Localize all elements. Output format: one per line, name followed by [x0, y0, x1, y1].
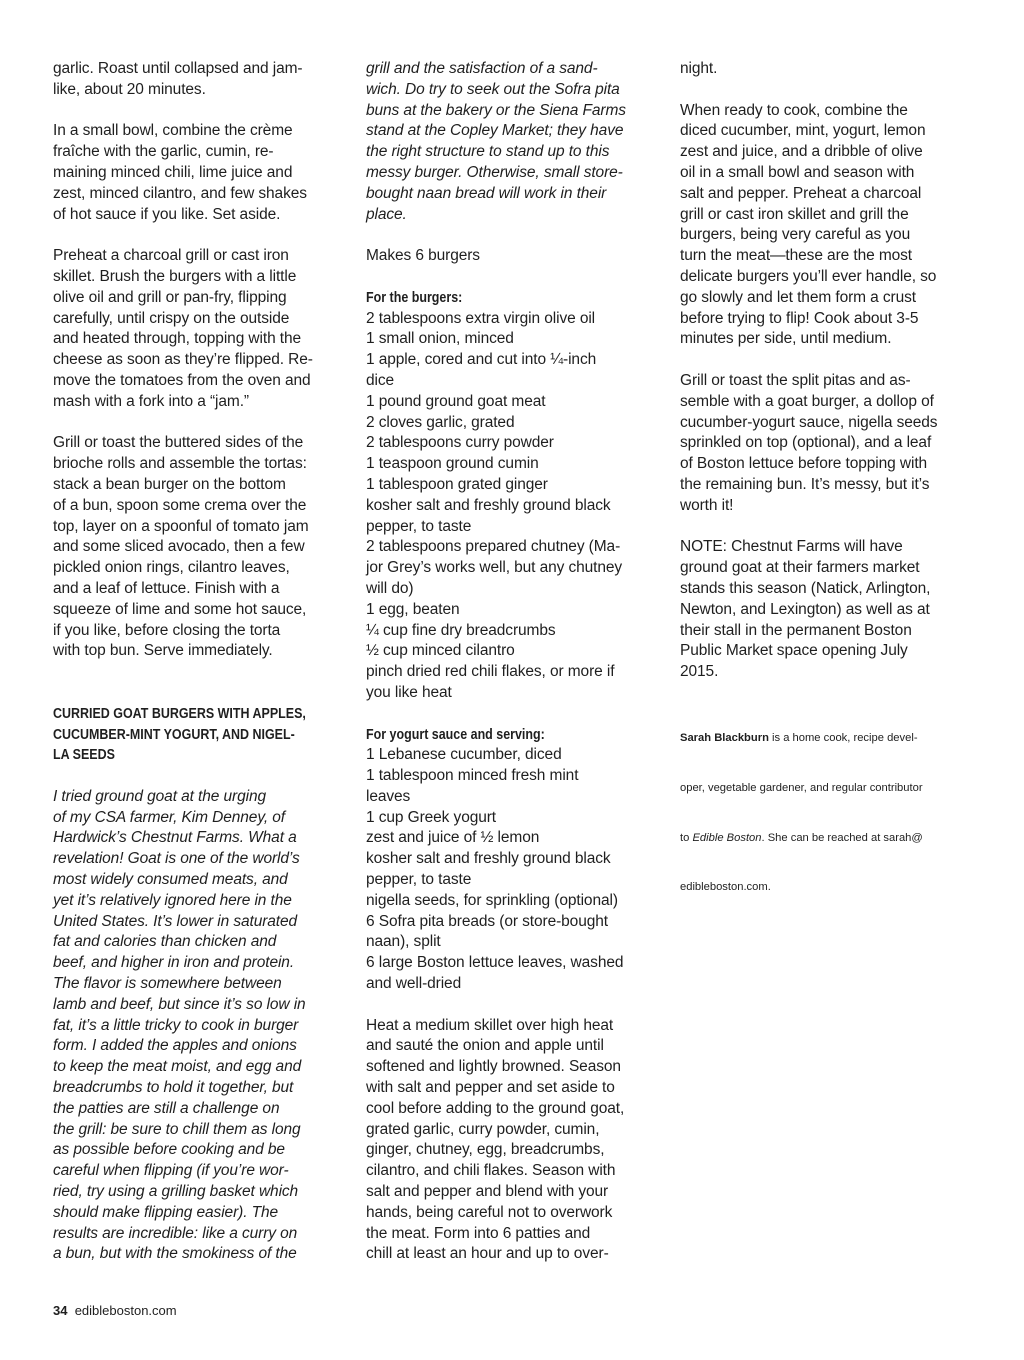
text-line: zest, minced cilantro, and few shakes: [53, 184, 307, 202]
text-line: the right structure to stand up to this: [366, 143, 610, 161]
ingredient-line: will do): [366, 579, 414, 597]
text-line: ginger, chutney, egg, breadcrumbs,: [366, 1141, 605, 1159]
ingredient-list: [366, 745, 658, 995]
text-line: cilantro, and chili flakes. Season with: [366, 1162, 616, 1180]
text-line: olive oil and grill or pan-fry, flipping: [53, 288, 287, 306]
text-line: buns at the bakery or the Siena Farms: [366, 101, 626, 119]
text-line: place.: [366, 205, 407, 223]
text-line: pickled onion rings, cilantro leaves,: [53, 559, 290, 577]
text-line: turn the meat—these are the most: [680, 247, 913, 265]
ingredient-line: 1 Lebanese cucumber, diced: [366, 746, 562, 764]
text-line: NOTE: Chestnut Farms will have: [680, 538, 903, 556]
text-line: of hot sauce if you like. Set aside.: [53, 205, 281, 223]
text-line: Public Market space opening July: [680, 642, 908, 660]
author-bio: [680, 697, 972, 929]
paragraph: [53, 433, 343, 662]
bio-text: to: [680, 831, 693, 844]
text-line: cheese as soon as they’re flipped. Re-: [53, 351, 313, 369]
paragraph: [680, 101, 972, 351]
column-1: [53, 59, 343, 1265]
author-name: Sarah Blackburn: [680, 732, 769, 745]
recipe-title: [53, 704, 343, 766]
method-paragraph: [366, 1016, 658, 1266]
text-line: Hardwick’s Chestnut Farms. What a: [53, 829, 297, 847]
page-footer: [53, 1303, 177, 1318]
text-line: cucumber-yogurt sauce, nigella seeds: [680, 413, 938, 431]
ingredient-line: 1 pound ground goat meat: [366, 392, 546, 410]
text-line: lamb and beef, but since it’s so low in: [53, 995, 306, 1013]
text-line: softened and lightly browned. Season: [366, 1058, 621, 1076]
text-line: of my CSA farmer, Kim Denney, of: [53, 808, 285, 826]
paragraph: [680, 371, 972, 517]
ingredient-line: 1 tablespoon minced fresh mint: [366, 767, 579, 785]
ingredient-list: [366, 309, 658, 704]
text-line: bought naan bread will work in their: [366, 184, 607, 202]
text-line: Grill or toast the split pitas and as-: [680, 371, 911, 389]
text-line: go slowly and let them form a crust: [680, 288, 916, 306]
ingredient-line: ¼ cup fine dry breadcrumbs: [366, 621, 556, 639]
text-line: and heated through, topping with the: [53, 330, 302, 348]
ingredient-line: ½ cup minced cilantro: [366, 642, 515, 660]
text-line: their stall in the permanent Boston: [680, 621, 912, 639]
text-line: with salt and pepper and set aside to: [366, 1079, 615, 1097]
text-line: before trying to flip! Cook about 3-5: [680, 309, 919, 327]
ingredient-line: nigella seeds, for sprinkling (optional): [366, 891, 618, 909]
text-line: stand at the Copley Market; they have: [366, 122, 624, 140]
text-line: fat, it’s a little tricky to cook in burger: [53, 1016, 299, 1034]
ingredient-line: 2 cloves garlic, grated: [366, 413, 515, 431]
ingredient-line: 1 egg, beaten: [366, 600, 460, 618]
text-line: United States. It’s lower in saturated: [53, 912, 298, 930]
ingredient-line: 2 tablespoons prepared chutney (Ma-: [366, 538, 621, 556]
ingredient-line: leaves: [366, 787, 411, 805]
publication-name: Edible Boston: [692, 831, 762, 844]
text-line: move the tomatoes from the oven and: [53, 371, 311, 389]
ingredients-heading: For the burgers:: [366, 289, 463, 306]
bio-line: [680, 730, 972, 747]
ingredient-line: 1 apple, cored and cut into ¼-inch: [366, 351, 597, 369]
text-line: 2015.: [680, 663, 719, 681]
ingredient-line: zest and juice of ½ lemon: [366, 829, 540, 847]
text-line: Heat a medium skillet over high heat: [366, 1016, 614, 1034]
recipe-intro: [53, 787, 343, 1265]
text-line: breadcrumbs to hold it together, but: [53, 1079, 294, 1097]
ingredient-line: pinch dried red chili flakes, or more if: [366, 663, 615, 681]
ingredient-line: 1 cup Greek yogurt: [366, 808, 497, 826]
text-line: and some sliced avocado, then a few: [53, 538, 305, 556]
ingredient-line: pepper, to taste: [366, 517, 472, 535]
text-line: chill at least an hour and up to over-: [366, 1245, 609, 1263]
paragraph: [53, 121, 343, 225]
text-line: results are incredible: like a curry on: [53, 1224, 298, 1242]
text-line: squeeze of lime and some hot sauce,: [53, 600, 307, 618]
text-line: like, about 20 minutes.: [53, 80, 206, 98]
text-line: form. I added the apples and onions: [53, 1037, 297, 1055]
title-line: CUCUMBER-MINT YOGURT, AND NIGEL-: [53, 726, 295, 743]
footer-site: edibleboston.com: [74, 1303, 177, 1318]
page-number: 34: [53, 1303, 68, 1318]
ingredient-line: 2 tablespoons extra virgin olive oil: [366, 309, 596, 327]
ingredient-line: and well-dried: [366, 975, 462, 993]
text-line: grated garlic, curry powder, cumin,: [366, 1120, 600, 1138]
paragraph: [53, 59, 343, 101]
ingredient-line: 2 tablespoons curry powder: [366, 434, 554, 452]
text-line: of a bun, spoon some crema over the: [53, 496, 307, 514]
text-line: delicate burgers you’ll ever handle, so: [680, 267, 937, 285]
recipe-intro-continued: [366, 59, 658, 225]
ingredients-heading: For yogurt sauce and serving:: [366, 726, 545, 743]
text-line: wich. Do try to seek out the Sofra pita: [366, 80, 620, 98]
text-line: the patties are still a challenge on: [53, 1099, 280, 1117]
text-line: maining minced chili, lime juice and: [53, 163, 293, 181]
text-line: night.: [680, 60, 718, 77]
text-line: Preheat a charcoal grill or cast iron: [53, 247, 289, 265]
text-line: top, layer on a spoonful of tomato jam: [53, 517, 309, 535]
text-line: yet it’s relatively ignored here in the: [53, 891, 292, 909]
ingredient-line: 6 large Boston lettuce leaves, washed: [366, 954, 624, 972]
text-line: beef, and higher in iron and protein.: [53, 954, 295, 972]
note-paragraph: [680, 537, 972, 683]
text-line: semble with a goat burger, a dollop of: [680, 392, 934, 410]
ingredient-line: 6 Sofra pita breads (or store-bought: [366, 912, 608, 930]
text-line: diced cucumber, mint, yogurt, lemon: [680, 122, 926, 140]
text-line: stack a bean burger on the bottom: [53, 475, 286, 493]
recipe-yield: Makes 6 burgers: [366, 247, 480, 265]
text-line: fat and calories than chicken and: [53, 933, 277, 951]
text-line: ground goat at their farmers market: [680, 559, 920, 577]
ingredient-line: 1 tablespoon grated ginger: [366, 475, 548, 493]
text-line: cool before adding to the ground goat,: [366, 1099, 625, 1117]
text-line: oil in a small bowl and season with: [680, 163, 915, 181]
paragraph: [680, 59, 972, 80]
text-line: Grill or toast the buttered sides of the: [53, 434, 304, 452]
bio-line: [680, 830, 972, 847]
bio-text: is a home cook, recipe devel-: [768, 732, 918, 745]
paragraph: [53, 246, 343, 412]
text-line: sprinkled on top (optional), and a leaf: [680, 434, 932, 452]
text-line: ried, try using a grilling basket which: [53, 1183, 299, 1201]
ingredient-line: you like heat: [366, 683, 452, 701]
text-line: the remaining bun. It’s messy, but it’s: [680, 475, 930, 493]
text-line: the meat. Form into 6 patties and: [366, 1224, 591, 1242]
text-line: When ready to cook, combine the: [680, 101, 908, 119]
bio-line: edibleboston.com.: [680, 881, 771, 894]
text-line: should make flipping easier). The: [53, 1203, 279, 1221]
text-line: with top bun. Serve immediately.: [53, 642, 273, 660]
text-line: grill or cast iron skillet and grill the: [680, 205, 909, 223]
ingredient-line: jor Grey’s works well, but any chutney: [366, 559, 623, 577]
column-3: [680, 59, 972, 929]
ingredient-line: 1 teaspoon ground cumin: [366, 455, 539, 473]
text-line: carefully, until crispy on the outside: [53, 309, 290, 327]
text-line: a bun, but with the smokiness of the: [53, 1245, 297, 1263]
text-line: fraîche with the garlic, cumin, re-: [53, 143, 274, 161]
text-line: to keep the meat moist, and egg and: [53, 1058, 302, 1076]
text-line: skillet. Brush the burgers with a little: [53, 267, 297, 285]
ingredient-line: 1 small onion, minced: [366, 330, 514, 348]
ingredient-line: kosher salt and freshly ground black: [366, 496, 611, 514]
text-line: careful when flipping (if you’re wor-: [53, 1162, 289, 1180]
text-line: most widely consumed meats, and: [53, 871, 288, 889]
text-line: In a small bowl, combine the crème: [53, 122, 293, 140]
text-line: garlic. Roast until collapsed and jam-: [53, 60, 303, 77]
text-line: the grill: be sure to chill them as long: [53, 1120, 301, 1138]
ingredient-line: dice: [366, 371, 395, 389]
text-line: hands, being careful not to overwork: [366, 1203, 613, 1221]
text-line: I tried ground goat at the urging: [53, 787, 266, 805]
text-line: of Boston lettuce before topping with: [680, 455, 928, 473]
text-line: mash with a fork into a “jam.”: [53, 392, 249, 410]
text-line: zest and juice, and a dribble of olive: [680, 143, 923, 161]
text-line: worth it!: [680, 496, 734, 514]
text-line: revelation! Goat is one of the world’s: [53, 850, 300, 868]
text-line: burgers, being very careful as you: [680, 226, 911, 244]
title-line: CURRIED GOAT BURGERS WITH APPLES,: [53, 705, 306, 722]
text-line: brioche rolls and assemble the tortas:: [53, 455, 307, 473]
text-line: if you like, before closing the torta: [53, 621, 281, 639]
ingredient-line: naan), split: [366, 933, 441, 951]
ingredient-line: pepper, to taste: [366, 871, 472, 889]
text-line: and a leaf of lettuce. Finish with a: [53, 579, 280, 597]
text-line: salt and pepper and blend with your: [366, 1183, 609, 1201]
text-line: and sauté the onion and apple until: [366, 1037, 604, 1055]
text-line: salt and pepper. Preheat a charcoal: [680, 184, 922, 202]
bio-text: . She can be reached at sarah@: [761, 831, 923, 844]
text-line: The flavor is somewhere between: [53, 975, 282, 993]
text-line: as possible before cooking and be: [53, 1141, 285, 1159]
text-line: stands this season (Natick, Arlington,: [680, 579, 931, 597]
text-line: minutes per side, until medium.: [680, 330, 892, 348]
text-line: grill and the satisfaction of a sand-: [366, 60, 598, 77]
title-line: LA SEEDS: [53, 747, 115, 764]
text-line: Newton, and Lexington) as well as at: [680, 600, 930, 618]
column-2: [366, 59, 658, 1265]
bio-line: oper, vegetable gardener, and regular contributor: [680, 781, 923, 794]
text-line: messy burger. Otherwise, small store-: [366, 163, 623, 181]
ingredient-line: kosher salt and freshly ground black: [366, 850, 611, 868]
